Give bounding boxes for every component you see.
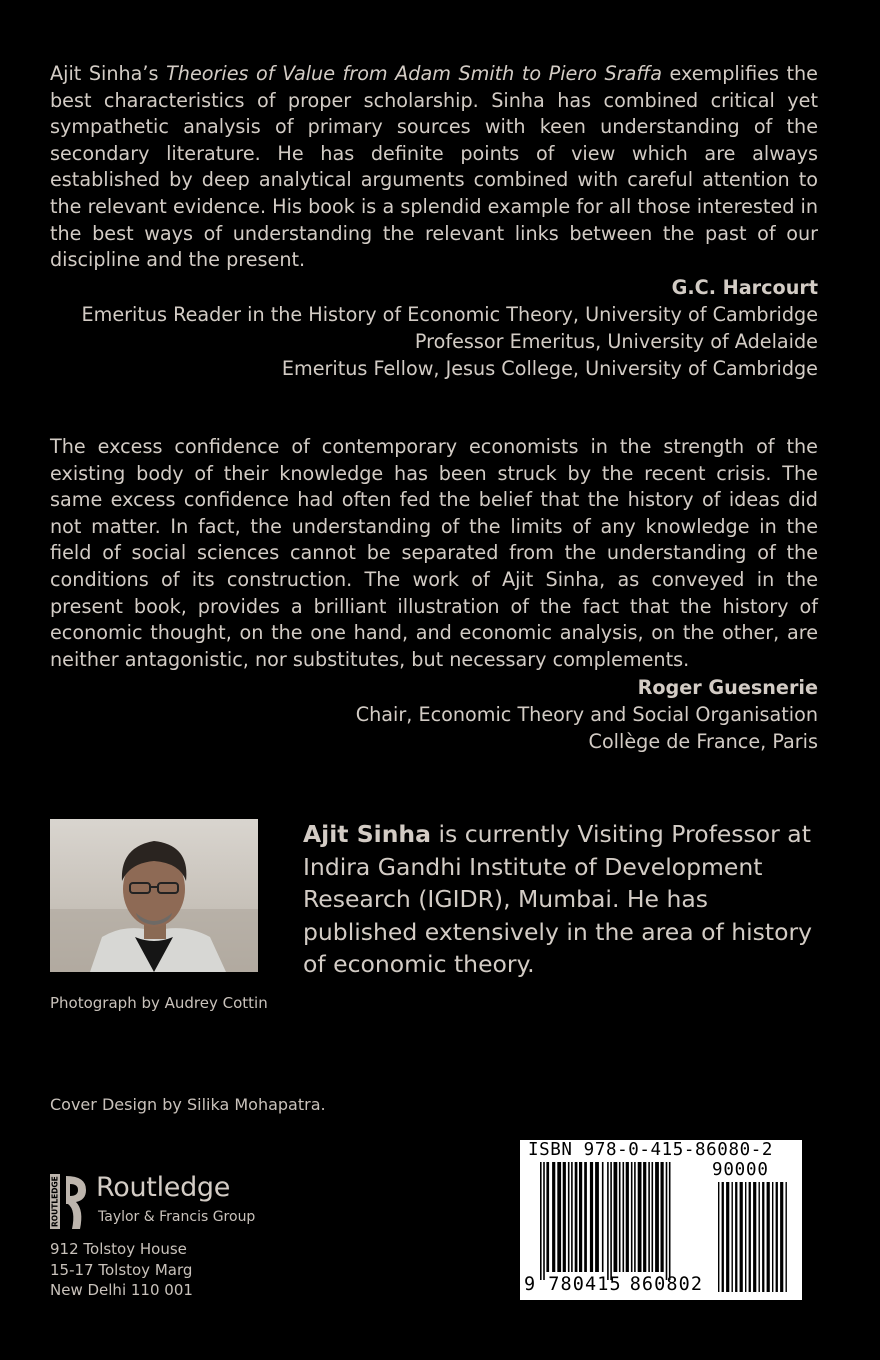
barcode-bar (614, 1162, 618, 1272)
addon-bar (740, 1182, 743, 1292)
addon-bar (780, 1182, 783, 1292)
barcode-bar (652, 1162, 654, 1272)
reviewer-2-affiliation: Chair, Economic Theory and Social Organisation (355, 703, 818, 726)
barcode-bar (643, 1162, 646, 1272)
barcode-bar (623, 1162, 625, 1272)
barcode-bar (543, 1162, 545, 1280)
barcode-bar (607, 1162, 609, 1280)
barcode-bar (602, 1162, 604, 1272)
address-line: New Delhi 110 001 (50, 1281, 193, 1299)
cover-design-credit: Cover Design by Silika Mohapatra. (50, 1095, 326, 1114)
routledge-logo-icon (50, 1174, 90, 1232)
barcode-bar (631, 1162, 633, 1272)
reviewer-1-affiliation: Emeritus Fellow, Jesus College, University of Cambridge (281, 357, 818, 380)
barcode-bar (666, 1162, 668, 1280)
author-bio-text: is currently Visiting Professor at Indira Gandhi Institute of Development Research (IGIDR), Mumbai. He has published extensively in the area of history of economic theory. (303, 820, 813, 978)
review-1-body: exemplifies the best characteristics of proper scholarship. Sinha has combined critical yet sympathetic analysis of primary sources with keen understanding of the secondary literature. He has definite points of view which are always established by deep analytical arguments combined with careful attention to the relevant evidence. His book is a splendid example for all those interested in the best ways of understanding the relevant links between the past of our discipline and the present. (50, 62, 818, 272)
barcode-bar (619, 1162, 621, 1272)
barcode-bar (552, 1162, 555, 1272)
addon-bar (759, 1182, 760, 1292)
publisher-logo (50, 1172, 270, 1232)
isbn-barcode (520, 1140, 802, 1300)
reviewer-1-name: G.C. Harcourt (671, 276, 818, 299)
book-title: Theories of Value from Adam Smith to Piero Sraffa (166, 62, 662, 85)
reviewer-2-name: Roger Guesnerie (637, 676, 818, 699)
barcode-bar (610, 1162, 612, 1280)
ean-digits (524, 1274, 703, 1295)
barcode-bar (626, 1162, 629, 1272)
author-name: Ajit Sinha (303, 820, 432, 848)
author-bio (303, 818, 823, 981)
barcode-bar (655, 1162, 659, 1272)
ean-first-digit: 9 (524, 1274, 537, 1295)
review-2-attribution (356, 674, 818, 755)
barcode-bar (546, 1162, 549, 1272)
barcode-bar (540, 1162, 542, 1280)
addon-bar (753, 1182, 756, 1292)
addon-bar (749, 1182, 751, 1292)
barcode-bar (634, 1162, 636, 1272)
photo-caption: Photograph by Audrey Cottin (50, 994, 268, 1012)
ean-right-digits: 860802 (629, 1274, 704, 1295)
barcode-bar (669, 1162, 671, 1280)
address-line: 912 Tolstoy House (50, 1240, 187, 1258)
addon-bar (767, 1182, 770, 1292)
address-line: 15-17 Tolstoy Marg (50, 1260, 193, 1279)
reviewer-1-affiliation: Professor Emeritus, University of Adelaide (414, 330, 818, 353)
addon-bar (735, 1182, 737, 1292)
barcode-bar (571, 1162, 573, 1272)
addon-bar (772, 1182, 773, 1292)
addon-bar (726, 1182, 729, 1292)
author-photo (50, 819, 258, 972)
barcode-bar (584, 1162, 587, 1272)
review-1-lead: Ajit Sinha’s (50, 62, 167, 85)
reviewer-1-affiliation: Emeritus Reader in the History of Economic Theory, University of Cambridge (81, 303, 818, 326)
addon-bar (745, 1182, 746, 1292)
isbn-number: ISBN 978-0-415-86080-2 (528, 1140, 773, 1160)
publisher-group: Taylor & Francis Group (98, 1209, 256, 1225)
addon-bar (786, 1182, 787, 1292)
barcode-bar (648, 1162, 650, 1272)
barcode-bar (638, 1162, 642, 1272)
review-2-text: The excess confidence of contemporary economists in the strength of the existing body of their knowledge has been struck by the recent crisis. The same excess confidence had often fed the belief that the history of ideas did not matter. In fact, the understanding of the limits of any knowledge in the field of social sciences cannot be separated from the understanding of the conditions of its construction. The work of Ajit Sinha, as conveyed in the present book, provides a brilliant illustration of the fact that the history of economic thought, on the one hand, and economic analysis, on the other, are neither antagonistic, nor substitutes, but necessary complements. (50, 435, 818, 671)
reviewer-2-affiliation: Collège de France, Paris (588, 730, 818, 753)
addon-bar (776, 1182, 778, 1292)
review-1-attribution (82, 274, 819, 382)
review-1-text (50, 61, 818, 274)
addon-bar (718, 1182, 719, 1292)
price-addon-number: 90000 (712, 1160, 769, 1180)
logo-vertical-text: ROUTLEDGE (50, 1176, 60, 1227)
addon-bar (762, 1182, 764, 1292)
addon-bar (722, 1182, 724, 1292)
barcode-bar (595, 1162, 599, 1272)
barcode-bar (568, 1162, 570, 1272)
barcode-bar (563, 1162, 566, 1272)
publisher-name: Routledge (96, 1172, 231, 1203)
ean-left-digits: 780415 (548, 1274, 622, 1295)
addon-bar (732, 1182, 733, 1292)
publisher-address (50, 1239, 193, 1301)
barcode-bar (661, 1162, 664, 1272)
barcode-bar (579, 1162, 582, 1272)
author-portrait-image (50, 819, 258, 972)
barcode-bar (590, 1162, 593, 1272)
barcode-bar (557, 1162, 561, 1272)
barcode-bar (575, 1162, 578, 1272)
